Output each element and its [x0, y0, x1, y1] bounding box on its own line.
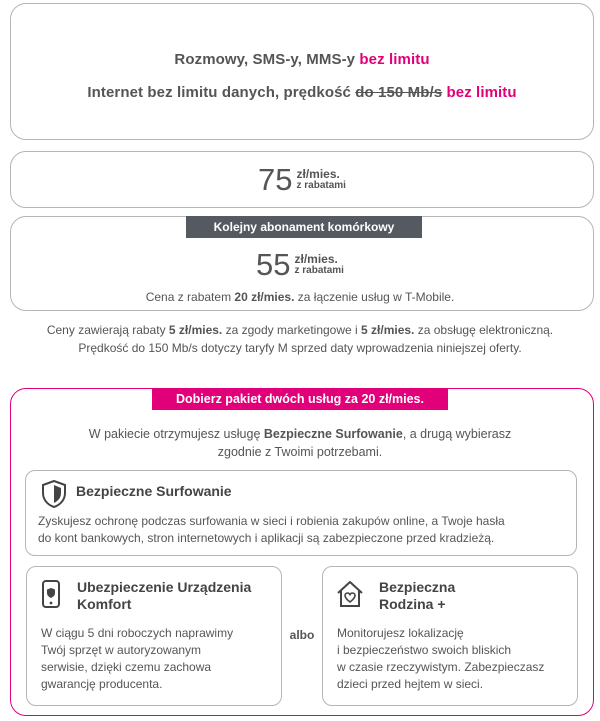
feature-internet-text: Internet bez limitu danych, prędkość	[87, 84, 356, 101]
card-device-insurance[interactable]	[26, 566, 282, 706]
feature-internet-highlight: bez limitu	[442, 84, 517, 101]
footnote-text: Ceny zawierają rabaty	[46, 323, 169, 337]
feature-calls-text: Rozmowy, SMS-y, MMS-y	[174, 51, 360, 68]
bundle-intro-line2: zgodnie z Twoimi potrzebami.	[217, 445, 383, 459]
card-family-title	[379, 579, 455, 613]
card-desc-line: Twój sprzęt w autoryzowanym	[41, 643, 202, 657]
card-device-desc	[41, 625, 233, 693]
card-safe-surfing[interactable]	[25, 470, 577, 556]
bundle-tag: Dobierz pakiet dwóch usług za 20 zł/mies.	[152, 388, 448, 410]
feature-calls-sms	[11, 51, 593, 68]
main-price-unit-note: z rabatami	[296, 180, 346, 191]
main-price-amount: 75	[258, 162, 293, 197]
card-desc-line: dzieci przed hejtem w sieci.	[337, 677, 484, 691]
main-price-box	[10, 151, 594, 208]
bundle-intro-bold: Bezpieczne Surfowanie	[263, 427, 403, 441]
card-desc-line: do kont bankowych, stron internetowych i aplikacji są zabezpieczone przed kradzieżą.	[38, 531, 495, 545]
bundle-intro-text-end: , a drugą wybierasz	[402, 427, 512, 441]
or-label: albo	[289, 628, 315, 642]
house-heart-icon	[335, 579, 365, 614]
bundle-intro-text: W pakiecie otrzymujesz usługę	[88, 427, 264, 441]
card-desc-line: w czasie rzeczywistym. Zabezpieczasz	[337, 660, 545, 674]
feature-internet	[11, 84, 593, 101]
card-device-title-line2: Komfort	[77, 596, 132, 612]
footnote-line2: Prędkość do 150 Mb/s dotyczy taryfy M sprzed daty wprowadzenia niniejszej oferty.	[78, 341, 522, 355]
feature-calls-highlight: bez limitu	[359, 51, 430, 68]
next-price-unit-note: z rabatami	[294, 265, 344, 276]
card-device-title	[77, 579, 251, 613]
plan-features-box	[10, 3, 594, 140]
card-family-title-line1: Bezpieczna	[379, 579, 456, 595]
card-device-title-line1: Ubezpieczenie Urządzenia	[77, 579, 252, 595]
card-safe-surfing-desc	[38, 513, 505, 547]
main-price	[11, 164, 593, 195]
footnote-bold: 5 zł/mies.	[361, 323, 415, 337]
next-note-text-end: za łączenie usług w T-Mobile.	[294, 290, 455, 304]
footnote-text: za zgody marketingowe i	[222, 323, 362, 337]
footnote-text: za obsługę elektroniczną.	[414, 323, 554, 337]
card-safe-surfing-title: Bezpieczne Surfowanie	[76, 483, 232, 499]
card-desc-line: W ciągu 5 dni roboczych naprawimy	[41, 626, 234, 640]
card-desc-line: Zyskujesz ochronę podczas surfowania w sieci i robienia zakupów online, a Twoje hasła	[38, 514, 505, 528]
card-desc-line: gwarancję producenta.	[41, 677, 163, 691]
next-subscription-price	[0, 249, 600, 280]
footnote-bold: 5 zł/mies.	[168, 323, 223, 337]
card-desc-line: i bezpieczeństwo swoich bliskich	[337, 643, 512, 657]
next-subscription-note	[0, 290, 600, 304]
card-family-title-line2: Rodzina +	[379, 596, 446, 612]
card-desc-line: Monitorujesz lokalizację	[337, 626, 464, 640]
feature-internet-old-speed: do 150 Mb/s	[355, 84, 443, 101]
bundle-intro	[40, 425, 560, 461]
price-footnote	[0, 321, 600, 357]
next-note-bold: 20 zł/mies.	[234, 290, 295, 304]
main-price-unit: zł/mies.	[296, 167, 340, 181]
next-subscription-tag: Kolejny abonament komórkowy	[186, 216, 422, 238]
card-safe-family[interactable]	[322, 566, 578, 706]
card-desc-line: serwisie, dzięki czemu zachowa	[41, 660, 212, 674]
phone-icon	[41, 579, 61, 614]
card-family-desc	[337, 625, 544, 693]
footnote-line1	[0, 321, 600, 339]
next-note-text: Cena z rabatem	[145, 290, 235, 304]
shield-icon	[40, 479, 68, 514]
next-price-amount: 55	[256, 247, 291, 282]
next-price-unit: zł/mies.	[294, 252, 338, 266]
